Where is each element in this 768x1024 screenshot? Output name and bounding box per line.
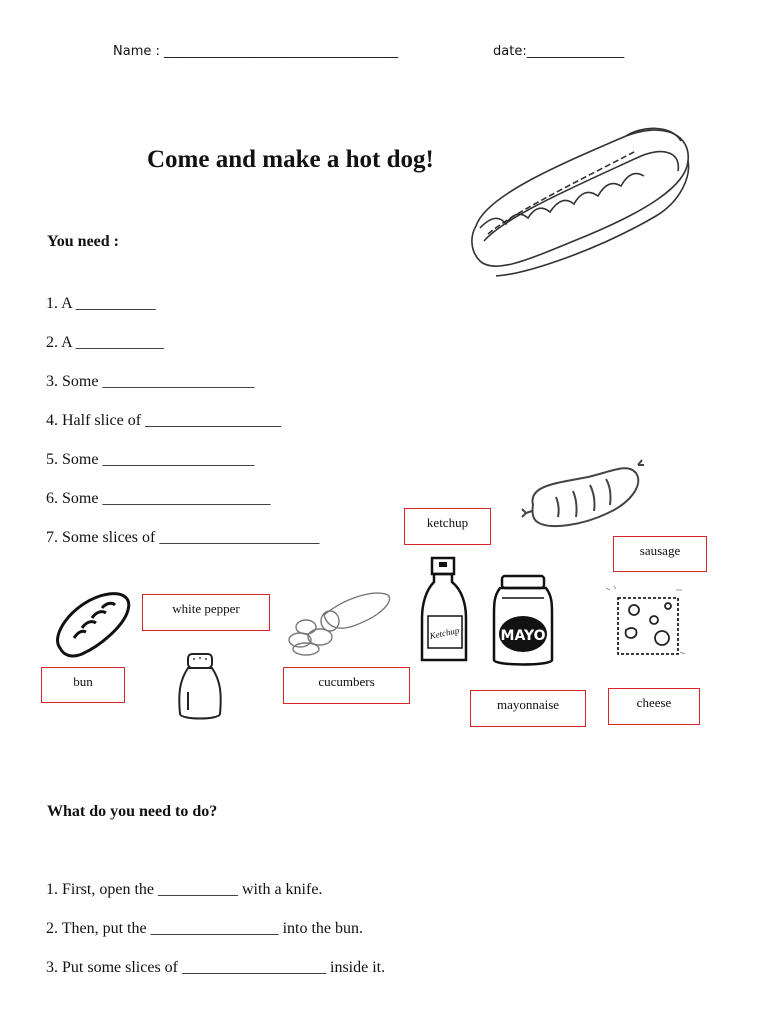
pepper-shaker-icon (176, 652, 224, 724)
ketchup-bottle-text: Ketchup (428, 625, 461, 642)
ketchup-label-box: ketchup (404, 508, 491, 545)
ingredient-item-6: 6. Some _____________________ (46, 490, 271, 507)
step-item-3: 3. Put some slices of __________________ inside it. (46, 959, 386, 976)
hot-dog-icon (466, 116, 696, 291)
step-item-1: 1. First, open the __________ with a knife. (46, 881, 323, 898)
cucumbers-icon (286, 585, 394, 657)
steps-heading: What do you need to do? (47, 803, 218, 820)
mayo-jar-text: MAYO (500, 628, 546, 644)
ketchup-bottle-icon (418, 556, 470, 666)
page-title: Come and make a hot dog! (147, 146, 434, 173)
white-pepper-label-box: white pepper (142, 594, 270, 631)
ingredient-item-7: 7. Some slices of ____________________ (46, 529, 320, 546)
mayonnaise-label-box: mayonnaise (470, 690, 586, 727)
cheese-icon (606, 586, 688, 658)
ingredient-item-1: 1. A __________ (46, 295, 156, 312)
bun-label-box: bun (41, 667, 125, 703)
sausage-label-box: sausage (613, 536, 707, 572)
step-item-2: 2. Then, put the ________________ into the bun. (46, 920, 364, 937)
sausage-icon (518, 455, 648, 535)
you-need-heading: You need : (47, 233, 120, 250)
bun-icon (52, 590, 134, 662)
ingredient-item-2: 2. A ___________ (46, 334, 164, 351)
ingredient-item-4: 4. Half slice of _________________ (46, 412, 282, 429)
mayo-jar-icon (492, 574, 554, 670)
ingredient-item-3: 3. Some ___________________ (46, 373, 255, 390)
ingredient-item-5: 5. Some ___________________ (46, 451, 255, 468)
name-field-label: Name : ____________________________________ (113, 44, 398, 59)
cucumbers-label-box: cucumbers (283, 667, 410, 704)
cheese-label-box: cheese (608, 688, 700, 725)
date-field-label: date:_______________ (493, 44, 625, 59)
